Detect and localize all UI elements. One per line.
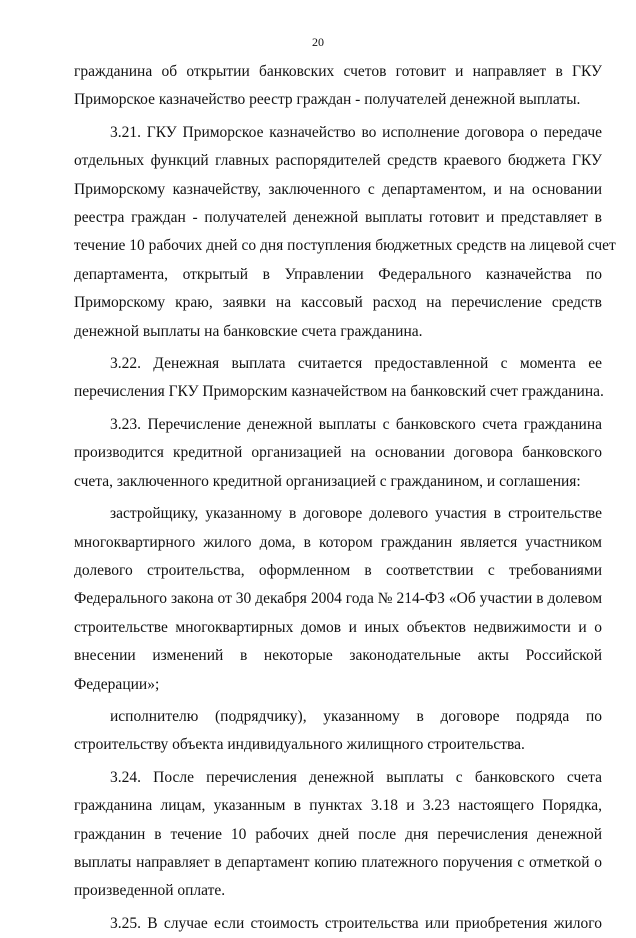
text-line: гражданина об открытии банковских счетов готовит и направляет в ГКУ [74,63,602,80]
text-line: Федерации»; [74,675,160,693]
text-line: внесении изменений в некоторые законодательные акты Российской [74,647,602,665]
text-line: 3.25. В случае если стоимость строительства или приобретения жилого [110,914,602,932]
text-line: многоквартирного жилого дома, в котором гражданин является участником [74,533,602,551]
text-line: Приморскому казначейству, заключенного с департаментом, и на основании [74,180,602,198]
paragraph-p3-22 [74,350,602,407]
text-line: Приморское казначейство реестр граждан - получателей денежной выплаты. [74,91,581,109]
page-number: 20 [312,35,324,49]
text-line: 3.24. После перечисления денежной выплаты с банковского счета [110,768,602,786]
text-line: денежной выплаты на банковские счета гражданина. [74,322,423,340]
text-line: Приморскому краю, заявки на кассовый расход на перечисление средств [74,294,602,312]
document-body [74,58,616,938]
paragraph-p3-23 [74,411,602,496]
paragraph-p3-25 [74,910,602,938]
text-line: строительству объекта индивидуального жилищного строительства. [74,736,525,754]
text-line: гражданина лицам, указанным в пунктах 3.18 и 3.23 настоящего Порядка, [74,797,602,815]
text-line: производится кредитной организацией на основании договора банковского [74,444,602,462]
paragraph-p-developer [74,500,602,699]
paragraph-p3-21 [74,119,616,346]
paragraph-p-contractor [74,703,602,760]
text-line: долевого строительства, оформленном в соответствии с требованиями [74,561,602,579]
text-line: реестра граждан - получателей денежной выплаты готовит и представляет в [74,209,602,227]
text-line: застройщику, указанному в договоре долевого участия в строительстве [110,505,602,523]
text-line: 3.21. ГКУ Приморское казначейство во исполнение договора о передаче [110,123,602,141]
paragraph-cont [74,58,602,115]
text-line: выплаты направляет в департамент копию платежного поручения с отметкой о [74,853,602,871]
text-line: департамента, открытый в Управлении Федерального казначейства по [74,265,602,283]
text-line: перечисления ГКУ Приморским казначейством на банковский счет гражданина. [74,383,604,401]
text-line: отдельных функций главных распорядителей средств краевого бюджета ГКУ [74,152,602,170]
text-line: течение 10 рабочих дней со дня поступления бюджетных средств на лицевой счет [74,237,616,255]
text-line: строительстве многоквартирных домов и иных объектов недвижимости и о [74,618,602,636]
text-line: Федерального закона от 30 декабря 2004 года № 214-ФЗ «Об участии в долевом [74,590,602,608]
paragraph-p3-24 [74,764,602,906]
text-line: произведенной оплате. [74,882,226,900]
text-line: гражданин в течение 10 рабочих дней после дня перечисления денежной [74,825,602,843]
text-line: исполнителю (подрядчику), указанному в договоре подряда по [110,707,602,725]
text-line: 3.22. Денежная выплата считается предоставленной с момента ее [110,355,602,373]
text-line: 3.23. Перечисление денежной выплаты с банковского счета гражданина [110,415,602,433]
text-line: счета, заключенного кредитной организацией с гражданином, и соглашения: [74,472,581,490]
